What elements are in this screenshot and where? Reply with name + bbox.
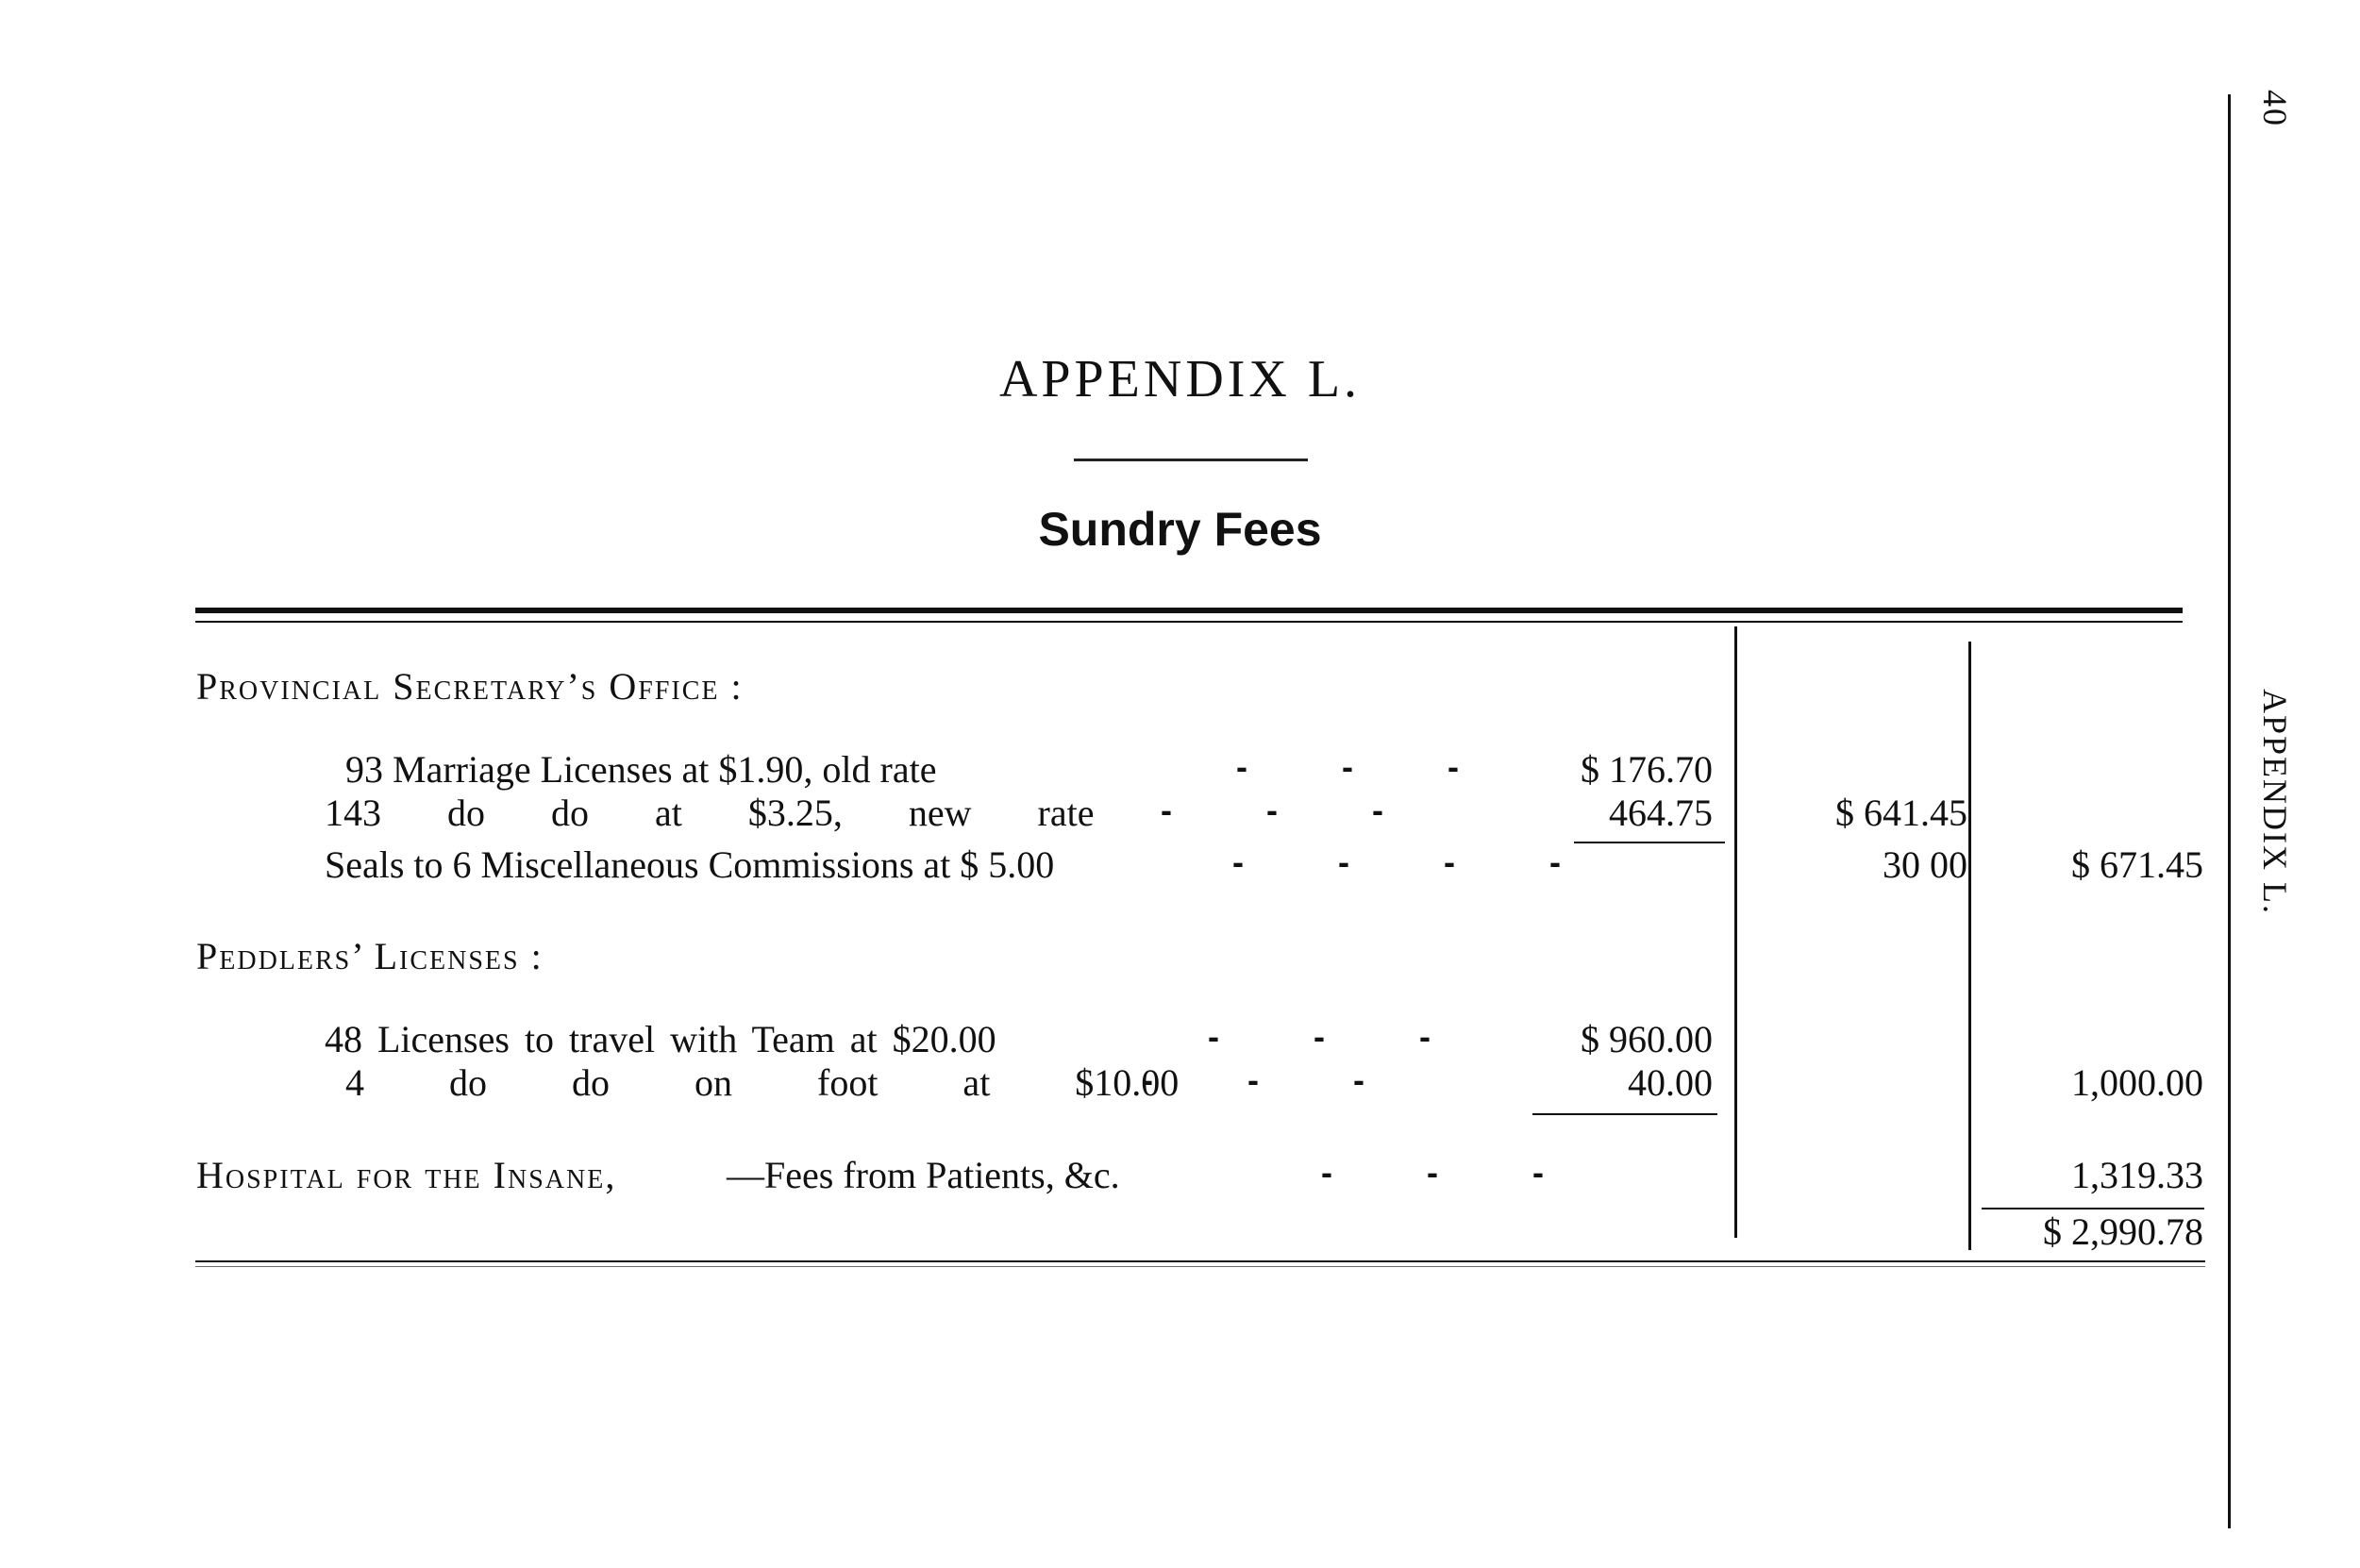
table-top-rule-thin xyxy=(195,621,2183,623)
column-rule-2 xyxy=(1968,642,1971,1250)
leader-dashes: - - - xyxy=(1236,747,1460,786)
running-head: APPENDIX L. xyxy=(2256,689,2294,916)
row-team-amount: $ 960.00 xyxy=(1581,1018,1713,1060)
row-foot-amount: 40.00 xyxy=(1628,1061,1713,1104)
row-peddlers-total: 1,000.00 xyxy=(2071,1061,2203,1104)
row-hospital-desc: —Fees from Patients, &c. xyxy=(727,1154,1120,1196)
row-seals-desc: Seals to 6 Miscellaneous Commissions at $ 5.00 xyxy=(325,843,1055,886)
row-marriage-old-amount: $ 176.70 xyxy=(1581,748,1713,791)
row-hospital-total: 1,319.33 xyxy=(2071,1154,2203,1196)
table-top-rule-thick xyxy=(195,608,2183,613)
table-bottom-rule xyxy=(195,1266,2205,1267)
section-heading-peddlers: Peddlers’ Licenses : xyxy=(196,935,544,977)
table-bottom-rule xyxy=(195,1260,2205,1262)
row-provincial-total: $ 671.45 xyxy=(2071,843,2203,886)
leader-dashes: - - - xyxy=(1321,1153,1545,1192)
row-marriage-old-desc: 93 Marriage Licenses at $1.90, old rate xyxy=(345,748,937,791)
leader-dashes: - - - xyxy=(1208,1017,1431,1056)
row-marriage-subtotal: $ 641.45 xyxy=(1835,792,1967,834)
section-heading-provincial: Provincial Secretary’s Office : xyxy=(196,665,744,708)
page-title: APPENDIX L. xyxy=(998,350,1362,409)
title-underline xyxy=(1074,459,1308,461)
row-foot-desc: 4 do do on foot at $10.00 xyxy=(345,1061,1180,1104)
leader-dashes: - - - xyxy=(1161,791,1384,829)
subtotal-rule xyxy=(1574,842,1725,843)
grand-total: $ 2,990.78 xyxy=(2043,1210,2203,1253)
subtotal-rule xyxy=(1532,1113,1717,1115)
right-margin-rule xyxy=(2228,94,2231,1528)
column-rule-1 xyxy=(1734,626,1737,1238)
page-number: 40 xyxy=(2256,90,2294,127)
section-heading-hospital: Hospital for the Insane, xyxy=(196,1154,617,1196)
page-subtitle: Sundry Fees xyxy=(1038,503,1322,556)
row-team-desc: 48 Licenses to travel with Team at $20.00 xyxy=(325,1018,996,1060)
row-marriage-new-desc: 143 do do at $3.25, new rate xyxy=(325,792,1095,834)
leader-dashes: - - - - xyxy=(1232,842,1562,881)
row-seals-subtotal: 30 00 xyxy=(1883,843,1967,886)
leader-dashes: - - - xyxy=(1142,1060,1365,1099)
row-marriage-new-amount: 464.75 xyxy=(1609,792,1713,834)
